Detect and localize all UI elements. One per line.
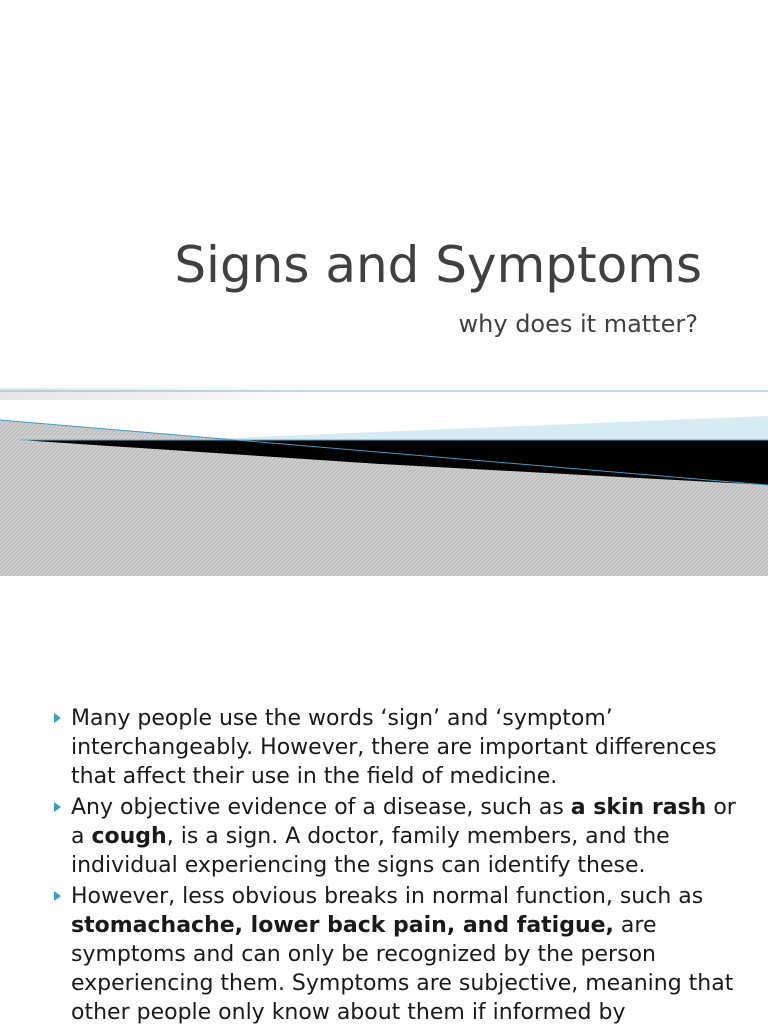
bullet-text: However, less obvious breaks in normal function, such as: [71, 884, 704, 909]
banner-top-strip: [0, 388, 380, 400]
bullet-bold-text: cough: [91, 824, 167, 849]
bullet-arrow-icon: [54, 891, 61, 901]
bullet-list: [52, 704, 742, 1024]
bullet-bold-text: stomachache, lower back pain, and fatigue,: [71, 913, 614, 938]
bullet-text: Any objective evidence of a disease, such as: [71, 795, 571, 820]
bullet-item: [52, 882, 742, 1024]
content-slide: [0, 576, 768, 1024]
bullet-arrow-icon: [54, 713, 61, 723]
slide-subtitle: why does it matter?: [458, 310, 698, 338]
slide-title: Signs and Symptoms: [174, 236, 702, 294]
bullet-item: [52, 793, 742, 880]
bullet-text: or a: [71, 795, 736, 849]
bullet-arrow-icon: [54, 802, 61, 812]
bullet-item: [52, 704, 742, 791]
bullet-bold-text: a skin rash: [570, 795, 707, 820]
decorative-banner: [0, 385, 768, 576]
bullet-text: Many people use the words ‘sign’ and ‘symptom’ interchangeably. However, there are important differences that affect their use in the field of medicine.: [71, 706, 717, 789]
bullet-text: are symptoms and can only be recognized by the person experiencing them. Symptoms are subjective, meaning that other people only know about them if informed by: [71, 913, 734, 1024]
bullet-text: , is a sign. A doctor, family members, and the individual experiencing the signs can identify these.: [71, 824, 670, 878]
